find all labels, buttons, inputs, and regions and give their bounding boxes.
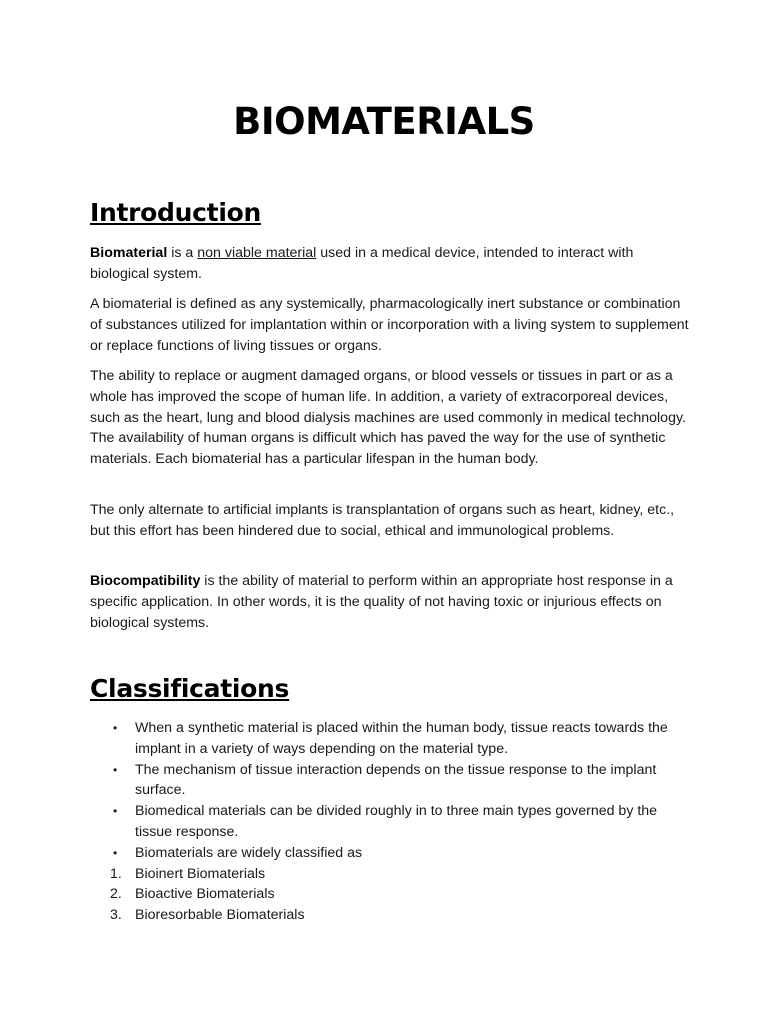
list-item-text: Biomaterials are widely classified as: [135, 844, 363, 861]
text-run: used in a medical device, intended to interact with biological system.: [90, 245, 634, 282]
bullet-marker: •: [113, 762, 118, 777]
term-biocompatibility: Biocompatibility: [90, 573, 201, 589]
list-item: [90, 760, 690, 802]
list-item: [90, 718, 690, 760]
bullet-marker: •: [113, 804, 118, 819]
paragraph-alternate: The only alternate to artificial implants is transplantation of organs such as heart, kidney, etc., but this effort has been hindered due to social, ethical and immunological problems.: [90, 502, 675, 539]
list-item: [90, 801, 690, 843]
paragraph-biocompatibility: [90, 571, 690, 633]
document-title: BIOMATERIALS: [233, 100, 535, 143]
list-item-text: When a synthetic material is placed within the human body, tissue reacts towards the implant in a variety of ways depending on the material type.: [135, 720, 668, 757]
list-item: [90, 843, 690, 864]
list-item-text: The mechanism of tissue interaction depends on the tissue response to the implant surface.: [135, 761, 657, 799]
numbered-item-text: Bioactive Biomaterials: [135, 886, 275, 903]
text-run: is the ability of material to perform within an appropriate host response in a specific application. In other words, it is the quality of not having toxic or injurious effects on biological systems.: [90, 573, 673, 631]
underlined-phrase: non viable material: [197, 245, 317, 261]
numbered-item: [90, 905, 690, 926]
number-marker: 3.: [110, 907, 122, 924]
numbered-item-text: Bioinert Biomaterials: [135, 865, 266, 882]
text-run: is a: [167, 245, 198, 261]
numbered-item-text: Bioresorbable Biomaterials: [135, 907, 305, 924]
bullet-marker: •: [113, 845, 118, 860]
paragraph-biomaterial-definition: [90, 243, 690, 285]
heading-classifications: Classifications: [90, 674, 290, 703]
numbered-item: [90, 884, 690, 905]
paragraph-defined: A biomaterial is defined as any systemically, pharmacologically inert substance or combination of substances utilized for implantation within or incorporation with a living system to supplement or replace functions of living tissues or organs.: [90, 296, 689, 354]
term-biomaterial: Biomaterial: [90, 245, 168, 261]
list-item-text: Biomedical materials can be divided roughly in to three main types governed by the tissue response.: [135, 803, 658, 840]
classification-list: [90, 718, 690, 926]
numbered-item: [90, 864, 690, 885]
bullet-marker: •: [113, 721, 118, 735]
heading-introduction: Introduction: [90, 198, 261, 227]
number-marker: 2.: [110, 886, 122, 903]
paragraph-ability: The ability to replace or augment damaged organs, or blood vessels or tissues in part or as a whole has improved the scope of human life. In addition, a variety of extracorporeal devices, such as the heart, lung and blood dialysis machines are used commonly in medical technology. The availability of human organs is difficult which has paved the way for the use of synthetic materials. Each biomaterial has a particular lifespan in the human body.: [90, 368, 686, 468]
number-marker: 1.: [110, 865, 122, 882]
